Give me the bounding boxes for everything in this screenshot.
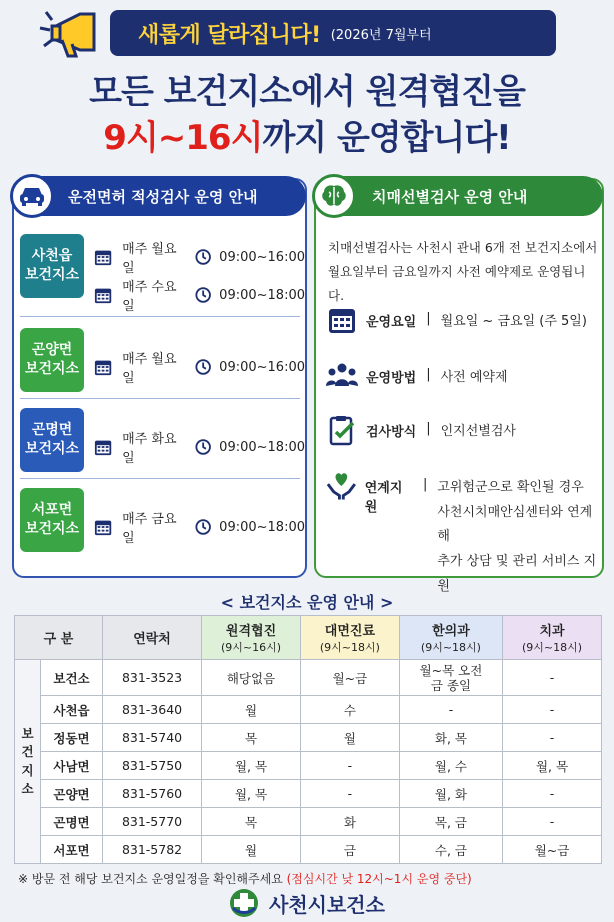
people-icon	[326, 360, 358, 392]
header-contact: 연락처	[103, 616, 202, 660]
dementia-screening-panel	[314, 178, 604, 594]
info-value: 사전 예약제	[440, 370, 508, 385]
table-cell: 목	[202, 724, 301, 752]
header-remote-time: (9시~16시)	[220, 641, 282, 654]
table-cell: 월~금	[503, 836, 602, 864]
table-cell: -	[300, 752, 399, 780]
table-row	[15, 808, 602, 836]
table-cell-center: 보건소	[41, 660, 103, 696]
header-dental	[503, 616, 602, 660]
info-linked-support: 연계지원 | 고위험군으로 확인될 경우 사천시치매안심센터와 연계해 추가 상담 및 관리 서비스 지원	[326, 470, 602, 599]
info-test-method: 검사방식 | 인지선별검사	[326, 414, 516, 446]
headline-line2	[0, 110, 614, 159]
headline-hours: 9시~16시	[103, 118, 263, 158]
divider	[20, 478, 300, 479]
info-operation-method: 운영방법 | 사전 예약제	[326, 360, 508, 392]
info-value: 고위험군으로 확인될 경우 사천시치매안심센터와 연계해 추가 상담 및 관리 서비스 지원	[437, 480, 597, 594]
calendar-icon	[94, 247, 112, 267]
heart-hands-icon	[326, 470, 357, 502]
table-cell: 831-5750	[103, 752, 202, 780]
info-value: 월요일 ~ 금요일 (주 5일)	[440, 314, 587, 329]
schedule-day: 매주 월요일	[122, 352, 177, 386]
header-dental-label: 치과	[539, 624, 565, 639]
table-cell: -	[399, 696, 502, 724]
table-cell: 월	[300, 724, 399, 752]
header-oriental	[399, 616, 502, 660]
table-cell: 월, 화	[399, 780, 502, 808]
table-row	[15, 660, 602, 696]
schedule-row	[94, 276, 305, 314]
table-cell: 월~금	[300, 660, 399, 696]
calendar-icon	[94, 285, 112, 305]
health-center-logo-icon	[229, 888, 259, 918]
banner	[110, 10, 556, 56]
clipboard-check-icon	[326, 414, 358, 446]
clock-icon	[195, 438, 211, 456]
visit-note-main: ※ 방문 전 해당 보건지소 운영일정을 확인해주세요	[18, 872, 283, 886]
table-row	[15, 780, 602, 808]
table-cell-center: 사남면	[41, 752, 103, 780]
table-title: < 보건지소 운영 안내 >	[220, 593, 394, 612]
table-cell: 831-5760	[103, 780, 202, 808]
license-test-title-text: 운전면허 적성검사 운영 안내	[68, 187, 258, 206]
side-label: 보 건 지 소	[15, 660, 41, 864]
table-row	[15, 836, 602, 864]
dementia-intro: 치매선별검사는 사천시 관내 6개 전 보건지소에서 월요일부터 금요일까지 사전 예약제로 운영됩니다.	[328, 240, 598, 303]
table-cell: 월	[202, 696, 301, 724]
center-sacheon: 사천읍 보건지소	[20, 234, 84, 298]
table-cell: 831-5782	[103, 836, 202, 864]
header-inperson-time: (9시~18시)	[319, 641, 380, 654]
table-row	[15, 752, 602, 780]
table-cell: 목	[202, 808, 301, 836]
table-cell: 목, 금	[399, 808, 502, 836]
visit-note-lunch: (점심시간 낮 12시~1시 운영 중단)	[286, 872, 472, 886]
car-icon	[10, 174, 54, 218]
schedule-time: 09:00~18:00	[219, 519, 305, 535]
header-category: 구 분	[15, 616, 103, 660]
center-seopo: 서포면 보건지소	[20, 488, 84, 552]
footer-logo	[0, 888, 614, 918]
table-cell: 화, 목	[399, 724, 502, 752]
table-header-row	[15, 616, 602, 660]
schedule-row	[94, 238, 305, 276]
info-value: 인지선별검사	[440, 424, 516, 439]
table-cell: 831-3523	[103, 660, 202, 696]
schedule-row	[94, 428, 305, 466]
info-label: 운영방법	[366, 371, 417, 386]
health-center-table	[14, 615, 602, 864]
calendar-icon	[94, 517, 112, 537]
header-dental-time: (9시~18시)	[522, 641, 583, 654]
schedule-day: 매주 화요일	[122, 432, 177, 466]
calendar-icon	[94, 357, 112, 377]
schedule-time: 09:00~18:00	[219, 439, 305, 455]
schedule-time: 09:00~16:00	[219, 249, 305, 265]
schedule-row	[94, 508, 305, 546]
license-test-title	[14, 176, 306, 216]
headline-rest: 까지 운영합니다!	[262, 118, 511, 158]
table-cell: 화	[300, 808, 399, 836]
headline-line1: 모든 보건지소에서 원격협진을	[89, 72, 525, 112]
divider	[20, 398, 300, 399]
megaphone-icon	[38, 6, 118, 62]
table-cell: -	[503, 660, 602, 696]
table-cell: -	[503, 724, 602, 752]
center-gonmyeong: 곤명면 보건지소	[20, 408, 84, 472]
clock-icon	[195, 248, 211, 266]
calendar-icon	[326, 304, 358, 336]
info-label: 검사방식	[366, 425, 417, 440]
dementia-screening-title-text: 치매선별검사 운영 안내	[372, 187, 528, 206]
table-cell-center: 곤명면	[41, 808, 103, 836]
schedule-day: 매주 수요일	[122, 280, 177, 314]
table-cell-center: 사천읍	[41, 696, 103, 724]
table-cell-center: 정동면	[41, 724, 103, 752]
table-cell: -	[503, 780, 602, 808]
info-operation-days: 운영요일 | 월요일 ~ 금요일 (주 5일)	[326, 304, 587, 336]
table-cell: 금	[300, 836, 399, 864]
schedule-time: 09:00~18:00	[219, 287, 305, 303]
table-cell: -	[503, 696, 602, 724]
schedule-day: 매주 금요일	[122, 512, 177, 546]
banner-sub-text: (2026년 7월부터	[330, 27, 432, 43]
clock-icon	[195, 358, 211, 376]
table-cell: 해당없음	[202, 660, 301, 696]
table-row	[15, 696, 602, 724]
table-cell-center: 서포면	[41, 836, 103, 864]
table-cell: 수	[300, 696, 399, 724]
header-remote	[202, 616, 301, 660]
schedule-row	[94, 348, 305, 386]
center-gonyang: 곤양면 보건지소	[20, 328, 84, 392]
calendar-icon	[94, 437, 112, 457]
table-cell: 월, 목	[202, 780, 301, 808]
header-remote-label: 원격협진	[225, 624, 277, 639]
table-cell: 831-3640	[103, 696, 202, 724]
table-cell-center: 곤양면	[41, 780, 103, 808]
table-cell: 월, 목	[202, 752, 301, 780]
brain-icon	[312, 174, 356, 218]
table-cell: 수, 금	[399, 836, 502, 864]
schedule-day: 매주 월요일	[122, 242, 177, 276]
table-cell: -	[300, 780, 399, 808]
clock-icon	[195, 518, 211, 536]
clock-icon	[195, 286, 211, 304]
info-label: 연계지원	[364, 481, 403, 515]
table-row	[15, 724, 602, 752]
table-cell: 831-5770	[103, 808, 202, 836]
table-cell: 831-5740	[103, 724, 202, 752]
table-cell: -	[503, 808, 602, 836]
schedule-time: 09:00~16:00	[219, 359, 305, 375]
header-inperson	[300, 616, 399, 660]
header-inperson-label: 대면진료	[324, 624, 375, 639]
license-test-panel	[12, 178, 307, 578]
visit-note	[18, 870, 472, 887]
dementia-screening-title	[316, 176, 603, 216]
header-oriental-label: 한의과	[432, 624, 470, 639]
info-label: 운영요일	[366, 315, 417, 330]
header-oriental-time: (9시~18시)	[420, 641, 481, 654]
table-cell: 월~목 오전 금 종일	[399, 660, 502, 696]
table-cell: 월, 수	[399, 752, 502, 780]
table-cell: 월	[202, 836, 301, 864]
banner-main-text: 새롭게 달라집니다!	[138, 22, 321, 48]
table-cell: 월, 목	[503, 752, 602, 780]
org-name: 사천시보건소	[269, 892, 385, 917]
divider	[20, 316, 300, 317]
